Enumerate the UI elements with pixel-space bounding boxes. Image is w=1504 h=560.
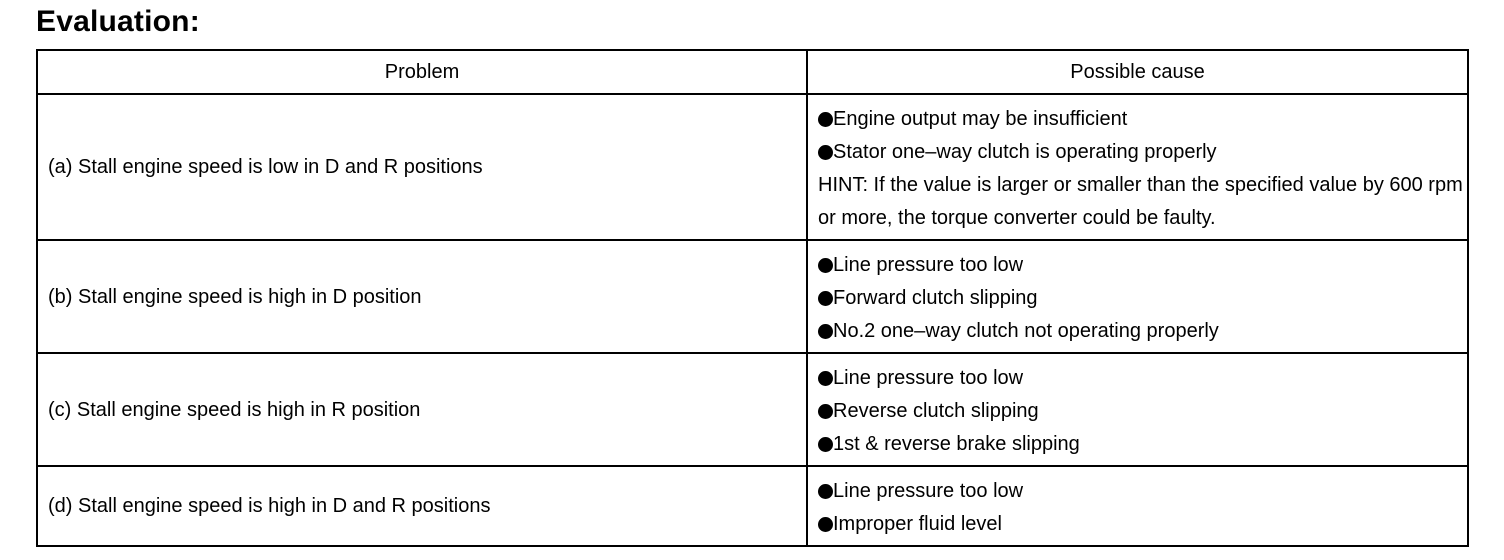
problem-cell: (d) Stall engine speed is high in D and R positions: [37, 466, 807, 546]
table-row: [37, 94, 1468, 240]
problem-cell: (c) Stall engine speed is high in R position: [37, 353, 807, 466]
cause-item: [818, 362, 1467, 395]
bullet-icon: [818, 145, 833, 160]
bullet-icon: [818, 404, 833, 419]
cause-item: [818, 136, 1467, 169]
cause-item: [818, 475, 1467, 508]
cause-text: No.2 one–way clutch not operating properly: [833, 320, 1219, 342]
table-header-row: [37, 50, 1468, 94]
cause-text: Forward clutch slipping: [833, 287, 1038, 309]
cause-item: [818, 395, 1467, 428]
bullet-icon: [818, 484, 833, 499]
cause-item: [818, 249, 1467, 282]
cause-text: Stator one–way clutch is operating properly: [833, 141, 1217, 163]
problem-cell: (a) Stall engine speed is low in D and R positions: [37, 94, 807, 240]
cause-item: [818, 282, 1467, 315]
cause-item: [818, 315, 1467, 348]
column-header-problem: Problem: [37, 50, 807, 94]
bullet-icon: [818, 324, 833, 339]
cause-cell: [807, 353, 1468, 466]
bullet-icon: [818, 517, 833, 532]
table-row: [37, 353, 1468, 466]
cause-text: Engine output may be insufficient: [833, 108, 1128, 130]
bullet-icon: [818, 371, 833, 386]
hint-text: HINT: If the value is larger or smaller than the specified value by 600 rpm or more, the torque converter could be faulty.: [818, 174, 1463, 229]
bullet-icon: [818, 291, 833, 306]
bullet-icon: [818, 112, 833, 127]
problem-cell: (b) Stall engine speed is high in D position: [37, 240, 807, 353]
table-row: [37, 240, 1468, 353]
cause-text: Line pressure too low: [833, 254, 1024, 276]
column-header-cause: Possible cause: [807, 50, 1468, 94]
bullet-icon: [818, 437, 833, 452]
cause-cell: [807, 240, 1468, 353]
cause-item: [818, 103, 1467, 136]
evaluation-table: [36, 49, 1469, 547]
page-title: Evaluation:: [36, 5, 200, 38]
cause-text: Line pressure too low: [833, 367, 1024, 389]
cause-item: [818, 508, 1467, 541]
cause-item: [818, 428, 1467, 461]
table-row: [37, 466, 1468, 546]
cause-text: Improper fluid level: [833, 513, 1002, 535]
cause-cell: [807, 466, 1468, 546]
bullet-icon: [818, 258, 833, 273]
cause-text: 1st & reverse brake slipping: [833, 433, 1080, 455]
cause-text: Line pressure too low: [833, 480, 1024, 502]
cause-cell: [807, 94, 1468, 240]
cause-text: Reverse clutch slipping: [833, 400, 1039, 422]
